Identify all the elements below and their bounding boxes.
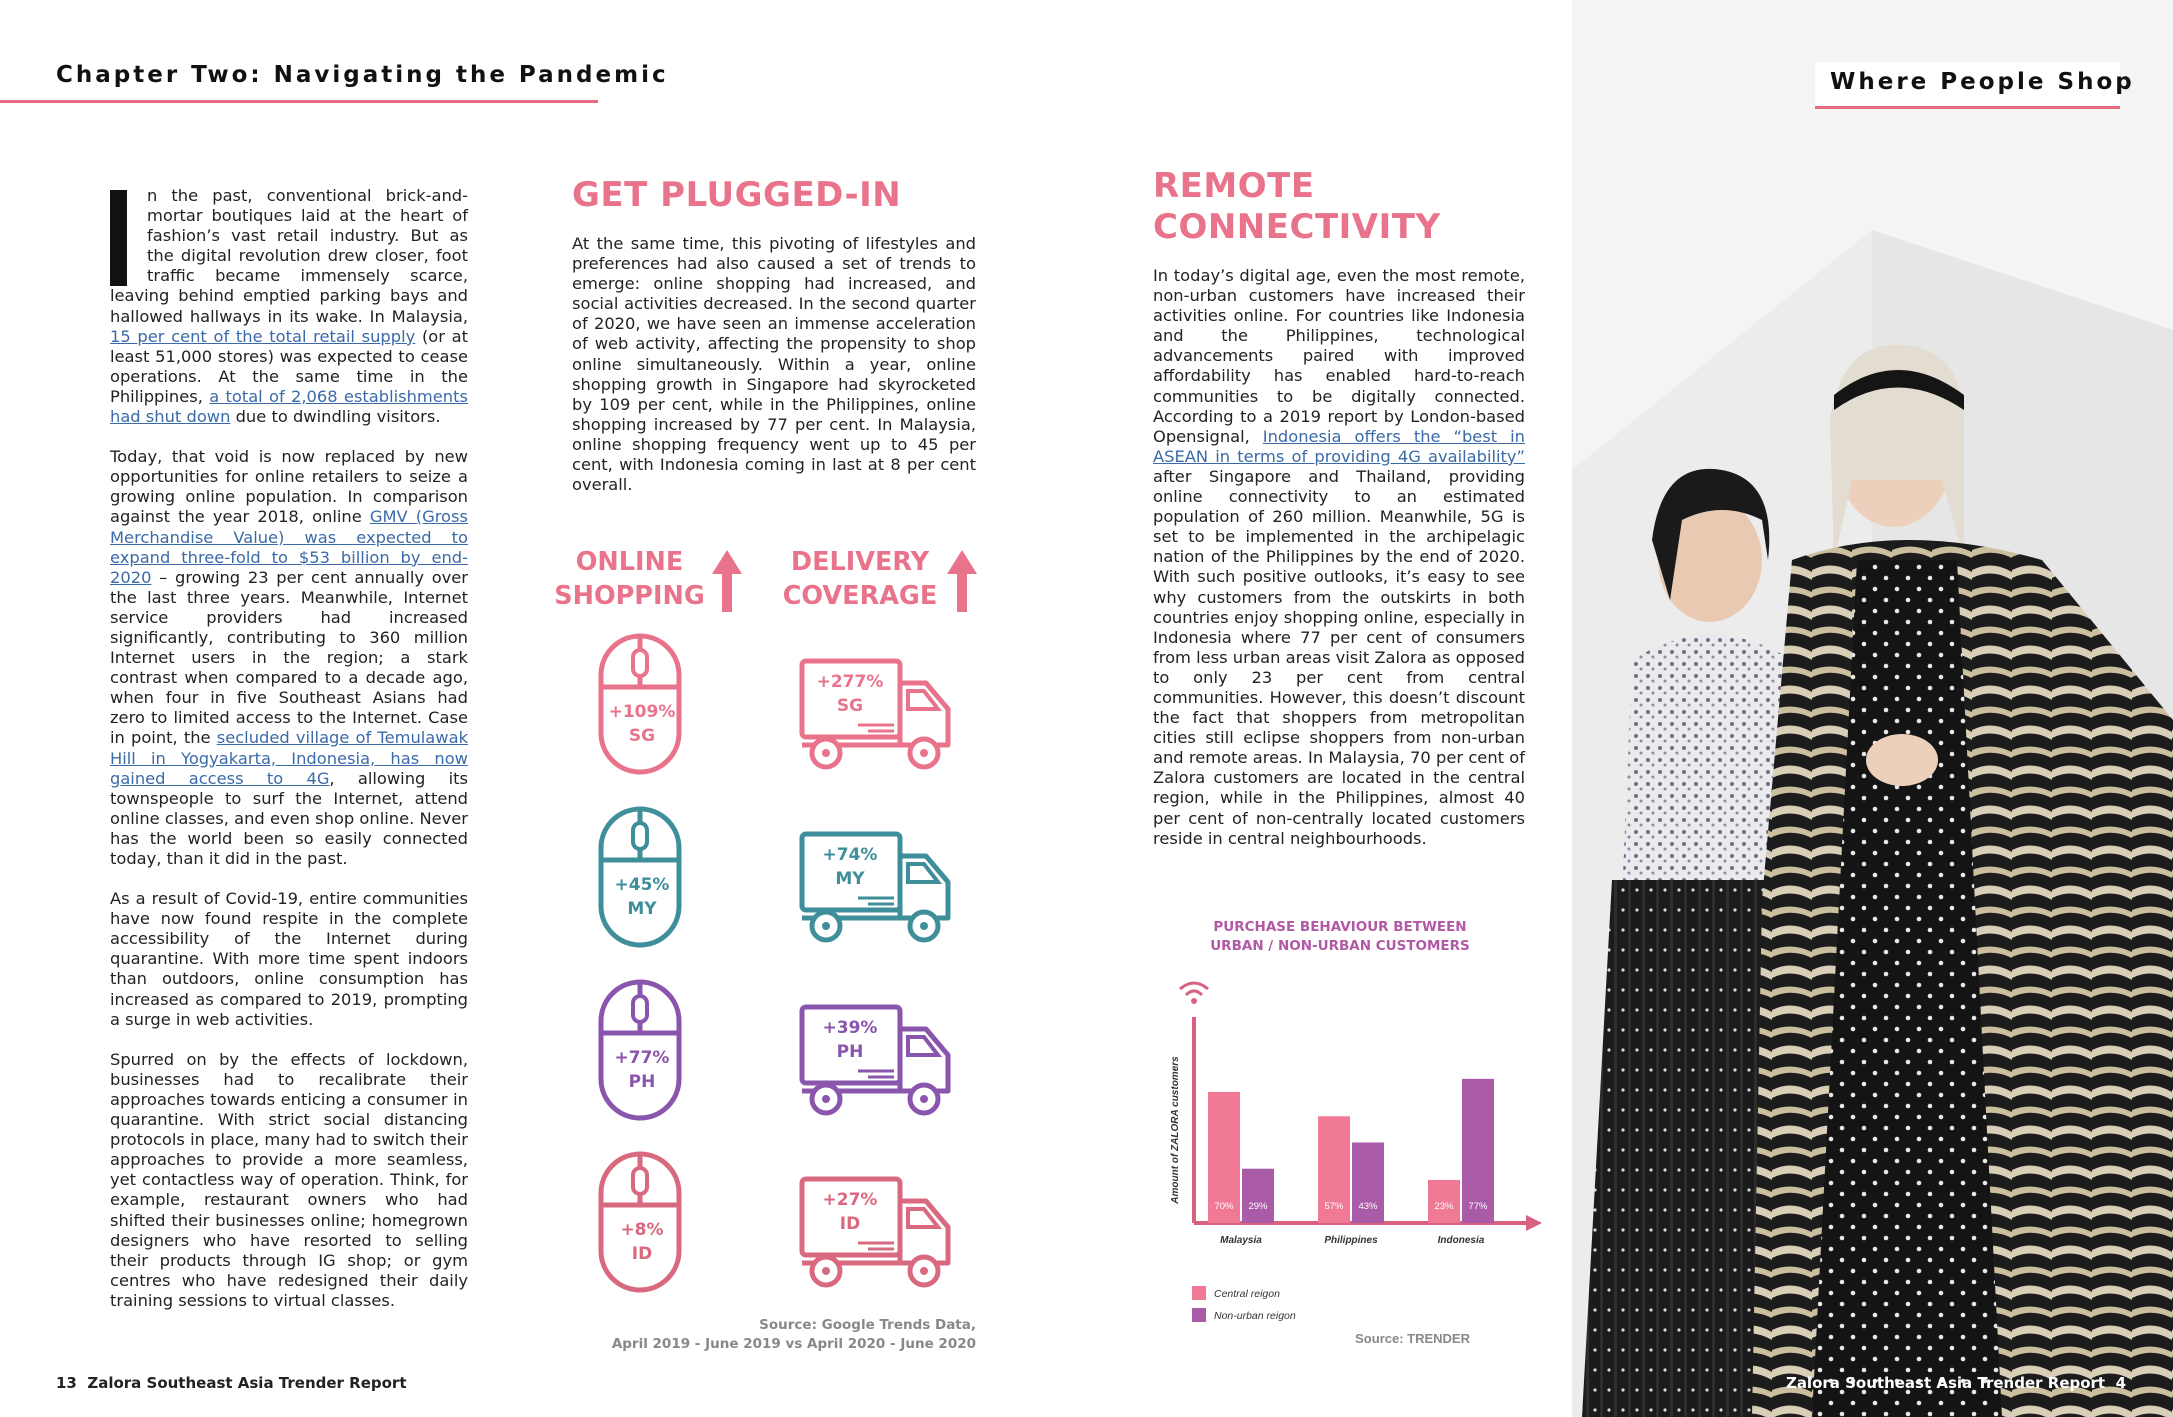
country-code: MY bbox=[627, 899, 657, 919]
delivery-value: +277% bbox=[816, 672, 884, 692]
chapter-title: Chapter Two: Navigating the Pandemic bbox=[56, 62, 669, 88]
chart-source: Source: TRENDER bbox=[1355, 1331, 1470, 1345]
infographic-source: Source: Google Trends Data, April 2019 - June 2019 vs April 2020 - June 2020 bbox=[611, 1317, 976, 1352]
bar-chart bbox=[1160, 975, 1550, 1345]
column-2-body: At the same time, this pivoting of lifestyles and preferences had also caused a set of trends to emerge: online shopping had increased, and social activities decreased. In the second quarter of 2020, we have seen an immense acceleration of web activity, affecting the propensity to shop online simultaneously. Within a year, online shopping growth in Singapore had skyrocketed by 109 per cent, while in the Philippines, online shopping increased by 77 per cent. In Malaysia, online shopping frequency went up to 45 per cent, with Indonesia coming in last at 8 per cent overall. bbox=[572, 234, 976, 495]
bar-value-label: 29% bbox=[1248, 1201, 1268, 1212]
bar-value-label: 70% bbox=[1214, 1201, 1234, 1212]
link-retail-supply[interactable]: 15 per cent of the total retail supply bbox=[110, 326, 416, 346]
online-stat bbox=[600, 1218, 684, 1266]
delivery-stat bbox=[802, 843, 898, 891]
footer-left-text: Zalora Southeast Asia Trender Report bbox=[87, 1374, 407, 1392]
heading-remote-connectivity: REMOTE CONNECTIVITY bbox=[1153, 166, 1441, 247]
legend-swatch bbox=[1192, 1308, 1206, 1322]
online-stat bbox=[600, 700, 684, 748]
paragraph-2: Today, that void is now replaced by new opportunities for online retailers to seize a growing online population. In comparison against the year 2018, online GMV (Gross Merchandise Value) was expected to expand three-fold to $53 billion by end-2020 – growing 23 per cent annually over the last three years. Meanwhile, Internet service providers had increased significantly, contributing to 360 million Internet users in the region; a stark contrast when compared to a decade ago, when four in five Southeast Asians had zero to limited access to the Internet. Case in point, the secluded village of Temulawak Hill in Yogyakarta, Indonesia, has now gained access to 4G, allowing its townspeople to surf the Internet, attend online classes, and even shop online. Never has the world been so easily connected today, than it did in the past. bbox=[110, 447, 468, 868]
column-1 bbox=[110, 186, 468, 1331]
link-establishments[interactable]: a total of 2,068 establishments had shut down bbox=[110, 386, 468, 427]
country-code: PH bbox=[836, 1042, 864, 1062]
legend-label: Central reigon bbox=[1214, 1288, 1280, 1300]
delivery-stat bbox=[802, 1016, 898, 1064]
link-4g-availability[interactable]: Indonesia offers the “best in ASEAN in terms of providing 4G availability” bbox=[1153, 426, 1525, 466]
online-value: +77% bbox=[614, 1048, 670, 1068]
country-code: ID bbox=[631, 1244, 653, 1264]
drop-cap bbox=[110, 190, 127, 286]
delivery-coverage-heading: DELIVERY COVERAGE bbox=[782, 547, 938, 611]
bar-value-label: 43% bbox=[1358, 1201, 1378, 1212]
bar-value-label: 23% bbox=[1434, 1201, 1454, 1212]
x-tick-label: Malaysia bbox=[1220, 1235, 1262, 1246]
footer-right bbox=[1786, 1374, 2126, 1392]
photo-illustration bbox=[1572, 0, 2173, 1417]
chart-bar bbox=[1242, 1169, 1274, 1223]
section-title: Where People Shop bbox=[1830, 69, 2135, 95]
link-temulawak[interactable]: secluded village of Temulawak Hill in Yogyakarta, Indonesia, has now gained access to 4G bbox=[110, 728, 468, 788]
page-number-left: 13 bbox=[56, 1374, 77, 1392]
up-arrow-icon bbox=[945, 548, 979, 614]
bar-value-label: 77% bbox=[1468, 1201, 1488, 1212]
country-code: MY bbox=[835, 869, 865, 889]
online-value: +8% bbox=[620, 1220, 664, 1240]
delivery-value: +39% bbox=[822, 1018, 878, 1038]
delivery-stat bbox=[802, 670, 898, 718]
wifi-icon bbox=[1180, 983, 1208, 989]
section-rule bbox=[1815, 106, 2120, 109]
online-value: +109% bbox=[608, 702, 676, 722]
footer-right-text: Zalora Southeast Asia Trender Report bbox=[1785, 1374, 2106, 1392]
online-stat bbox=[600, 873, 684, 921]
fashion-photo bbox=[1572, 0, 2173, 1417]
online-value: +45% bbox=[614, 875, 670, 895]
footer-left bbox=[56, 1374, 407, 1392]
y-axis-label: Amount of ZALORA customers bbox=[1170, 1056, 1181, 1204]
x-axis-arrow bbox=[1526, 1215, 1542, 1231]
legend-label: Non-urban reigon bbox=[1214, 1310, 1296, 1322]
paragraph-3: As a result of Covid-19, entire communities have now found respite in the complete accessibility of the Internet during quarantine. With more time spent indoors than outdoors, online consumption has increased as compared to 2019, prompting a surge in web activities. bbox=[110, 889, 468, 1029]
delivery-value: +74% bbox=[822, 845, 878, 865]
page-number-right: 4 bbox=[2115, 1374, 2126, 1392]
delivery-stat bbox=[802, 1188, 898, 1236]
up-arrow-icon bbox=[710, 548, 744, 614]
wifi-icon bbox=[1186, 991, 1202, 995]
x-tick-label: Philippines bbox=[1324, 1235, 1378, 1246]
country-code: SG bbox=[836, 696, 864, 716]
legend-swatch bbox=[1192, 1286, 1206, 1300]
paragraph-4: Spurred on by the effects of lockdown, businesses had to recalibrate their approaches towards enticing a consumer in quarantine. With strict social distancing protocols in place, many had to switch their approaches to provide a more seamless, yet contactless way of operation. Think, for example, restaurant owners who had shifted their businesses online; homegrown designers who have resorted to selling their products through IG shop; or gym centres who have redesigned their daily training sessions to virtual classes. bbox=[110, 1049, 468, 1310]
delivery-value: +27% bbox=[822, 1190, 878, 1210]
chart-title: PURCHASE BEHAVIOUR BETWEEN URBAN / NON-URBAN CUSTOMERS bbox=[1210, 919, 1470, 954]
online-shopping-heading: ONLINE SHOPPING bbox=[554, 547, 705, 611]
country-code: ID bbox=[839, 1214, 861, 1234]
heading-get-plugged-in: GET PLUGGED-IN bbox=[572, 175, 902, 215]
bar-value-label: 57% bbox=[1324, 1201, 1344, 1212]
x-tick-label: Indonesia bbox=[1437, 1235, 1485, 1246]
paragraph-1: n the past, conventional brick-and-mortar boutiques laid at the heart of fashion’s vast retail industry. But as the digital revolution drew closer, foot traffic became immensely scarce, leaving behind emptied parking bays and hallowed hallways in its wake. In Malaysia, 15 per cent of the total retail supply (or at least 51,000 stores) was expected to cease operations. At the same time in the Philippines, a total of 2,068 establishments had shut down due to dwindling visitors. bbox=[110, 186, 469, 427]
country-code: SG bbox=[628, 726, 656, 746]
country-code: PH bbox=[628, 1072, 656, 1092]
link-gmv[interactable]: GMV (Gross Merchandise Value) was expected to expand three-fold to $53 billion by end-2020 bbox=[110, 507, 468, 587]
online-stat bbox=[600, 1046, 684, 1094]
chapter-rule bbox=[0, 100, 598, 103]
wifi-icon bbox=[1191, 998, 1197, 1004]
column-3-body: In today’s digital age, even the most remote, non-urban customers have increased their activities online. For countries like Indonesia and the Philippines, technological advancements paired with improved affordability has enabled hard-to-reach communities to be digitally connected. According to a 2019 report by London-based Opensignal, Indonesia offers the “best in ASEAN in terms of providing 4G availability” after Singapore and Thailand, providing online connectivity to an estimated population of 260 million. Meanwhile, 5G is set to be implemented in the archipelagic nation of the Philippines by the end of 2020. With such positive outlooks, it’s easy to see why customers from the outskirts in both countries enjoy shopping online, especially in Indonesia where 77 per cent of consumers from less urban areas visit Zalora as opposed to only 23 per cent from central communities. However, this doesn’t discount the fact that shoppers from metropolitan cities still eclipse shoppers from non-urban and remote areas. In Malaysia, 70 per cent of Zalora customers are located in the central region, while in the Philippines, almost 40 per cent of non-centrally located customers reside in central neighbourhoods. bbox=[1153, 266, 1525, 848]
